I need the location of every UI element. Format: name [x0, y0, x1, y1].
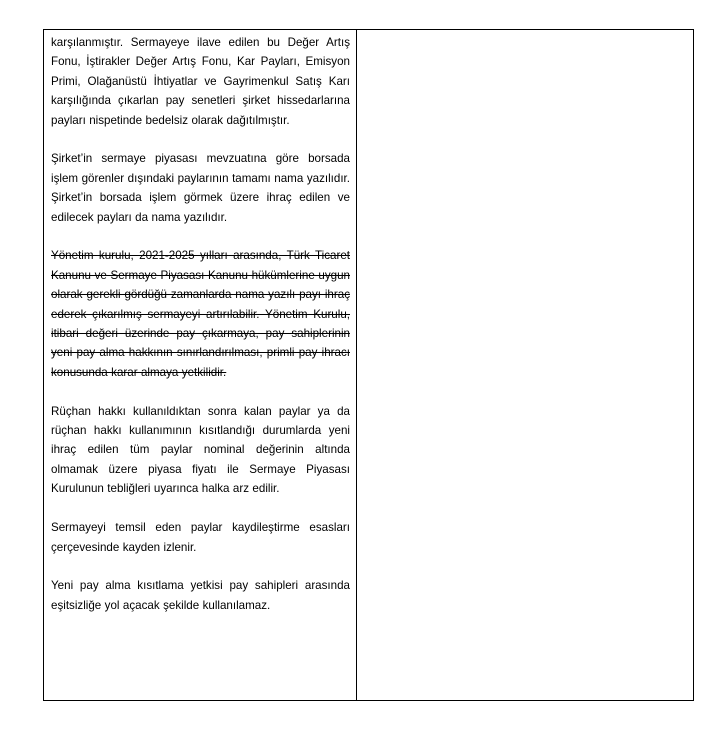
document-table: [43, 29, 694, 701]
paragraph-registered-shares: Şirket’in sermaye piyasası mevzuatına göre borsada işlem görenler dışındaki paylarının tamamı nama yazılıdır. Şirket’in borsada işlem görmek üzere ihraç edilen ve edilecek payları da nama yazılıdır.: [51, 152, 350, 224]
right-column: [357, 30, 693, 700]
left-column: [44, 30, 357, 700]
paragraph-restriction-equality: Yeni pay alma kısıtlama yetkisi pay sahipleri arasında eşitsizliğe yol açacak şekilde kullanılamaz.: [51, 579, 350, 612]
paragraph-dematerialized-shares: Sermayeyi temsil eden paylar kaydileştirme esasları çerçevesinde kayden izlenir.: [51, 521, 350, 554]
paragraph-preemptive-rights: Rüçhan hakkı kullanıldıktan sonra kalan paylar ya da rüçhan hakkı kullanımının kısıtlandığı durumlarda yeni ihraç edilen tüm paylar nominal değerinin altında olmamak üzere piyasa fiyatı ile Sermaye Piyasası Kurulunun tebliğleri uyarınca halka arz edilir.: [51, 404, 350, 496]
paragraph-capital-distribution: karşılanmıştır. Sermayeye ilave edilen bu Değer Artış Fonu, İştirakler Değer Artış Fonu, Kar Payları, Emisyon Primi, Olağanüstü İhtiyatlar ve Gayrimenkul Satış Karı karşılığında çıkarlan pay senetleri şirket hissedarlarına payları nispetinde bedelsiz olarak dağıtılmıştır.: [51, 36, 350, 127]
paragraph-board-authority-struck: Yönetim kurulu, 2021-2025 yılları arasında, Türk Ticaret Kanunu ve Sermaye Piyasası Kanunu hükümlerine uygun olarak gerekli gördüğü zamanlarda nama yazılı payı ihraç ederek çıkarılmış sermayeyi artırılabilir. Yönetim Kurulu, itibari değeri üzerinde pay çıkarmaya, pay sahiplerinin yeni pay alma hakkının sınırlandırılması, primli pay ihracı konusunda karar almaya yetkilidir.: [51, 249, 350, 379]
